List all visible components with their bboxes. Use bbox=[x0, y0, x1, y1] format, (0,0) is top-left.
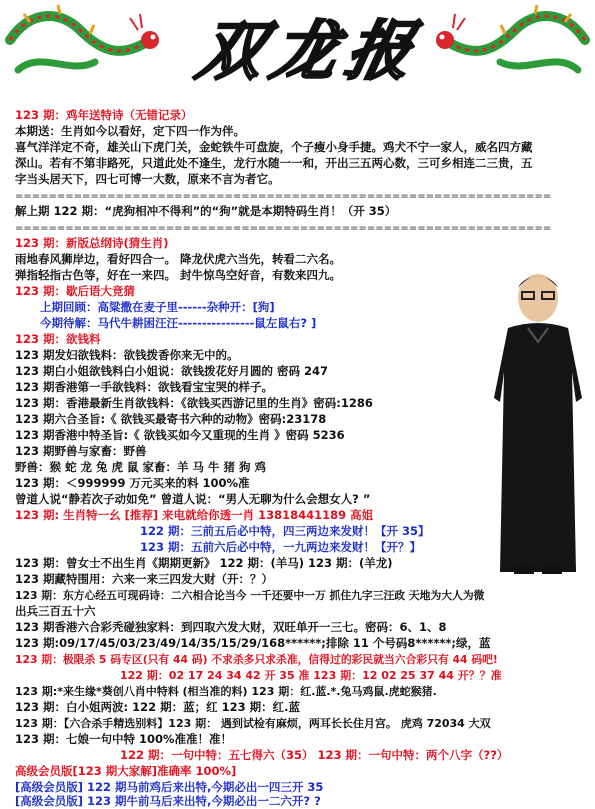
list-item: 123 期白小姐欲钱料白小姐说：欲钱拨花好月圆的 密码 247 bbox=[15, 364, 329, 378]
list-item: 出兵三百五十六 bbox=[15, 604, 96, 618]
list-item: 123 期:*来生缘*葵创八肖中特料 (相当准的料) 123 期：红.蓝.*.兔马鸡鼠.虎蛇猴猪. bbox=[15, 685, 437, 698]
list-item: 123 期：白小姐两波: 122 期：蓝；红 123 期：红.蓝 bbox=[15, 700, 300, 714]
line-section-xie: 123 期：歇后语大竞猜 bbox=[15, 284, 136, 298]
list-item: 123 期发妇欲钱料：欲钱拨香你来无中的。 bbox=[15, 348, 239, 362]
portrait-figure bbox=[484, 266, 592, 576]
list-item: 123 期香港中特圣旨:《 欲钱买如今又重现的生肖 》密码 5236 bbox=[15, 428, 345, 442]
list-item: 123 期藏特围用：六来一来三四发大财（开：？） bbox=[15, 572, 274, 586]
line-kill-zone: 123 期：极限杀 5 码专区(只有 44 码) 不求杀多只求杀准，信得过的彩民就当六合彩只有 44 码吧! bbox=[15, 653, 498, 666]
line-122-result: 122 期：三前五后必中特，四三两边来发财！【开 35】 bbox=[140, 524, 430, 538]
list-item: 野兽：猴 蛇 龙 兔 虎 鼠 家畜：羊 马 牛 猪 狗 鸡 bbox=[15, 460, 267, 474]
list-item: 123 期：＜999999 万元买来的料 100%准 bbox=[15, 476, 250, 490]
line-section-qian: 123 期：欲钱料 bbox=[15, 332, 101, 346]
masthead bbox=[0, 0, 595, 96]
line-one-sentence: 122 期：一句中特：五七得六（35） 123 期：一句中特：两个八字（??） bbox=[120, 748, 509, 762]
list-item: 123 期：香港最新生肖欲钱料：《欲钱买西游记里的生肖》密码:1286 bbox=[15, 396, 373, 410]
line-xie-review: 上期回顾：高粱撒在麦子里------杂种开：[狗] bbox=[40, 300, 275, 314]
list-item: 123 期野兽与家畜：野兽 bbox=[15, 444, 147, 458]
list-item: 曾道人说“静若次子动如免” 曾道人说：“男人无聊为什么会想女人? ” bbox=[15, 492, 371, 506]
line-gang-2: 弹指轻指古色等，好在一来四。 封牛惊鸟空好音，有数来四九。 bbox=[15, 268, 342, 282]
line-xie-today: 今期待解：马代牛耕困汪汪----------------鼠左鼠右? ] bbox=[40, 316, 317, 330]
separator: ================================================================ bbox=[15, 223, 552, 234]
line-kill-numbers: 122 期：02 17 24 34 42 开 35 准 123 期：12 02 25 37 44 开？？准 bbox=[120, 669, 502, 682]
line-poem-3: 字当头居天下，四七可博一大数，原来不言为者它。 bbox=[15, 172, 280, 186]
list-item: 123 期:09/17/45/03/23/49/14/35/15/29/168******;排除 11 个号码8******;绿，蓝 bbox=[15, 636, 491, 650]
list-item: 123 期：曾女士不出生肖《期期更新》 122 期：(羊马) 123 期：(羊龙) bbox=[15, 556, 393, 570]
line-gang-1: 雨地春风狮岸边，看好四合一。 降龙伏虎六当先，转看二六名。 bbox=[15, 252, 342, 266]
separator: ================================================================ bbox=[15, 191, 552, 202]
masthead-title: 双龙报 bbox=[191, 14, 430, 89]
line-123-result: 123 期：五前六后必中特，一九两边来发财！【开？】 bbox=[140, 540, 422, 554]
line-poem-intro: 本期送：生肖如今以看好，定下四一作为伴。 bbox=[15, 124, 245, 138]
list-item: 123 期：【六合杀手精选别料】123 期： 遇到试检有麻烦，两耳长长住月宫。 虎鸡 72034 大双 bbox=[15, 717, 491, 730]
list-item: 123 期六合圣旨:《 欲钱买最寄书六种的动物》密码:23178 bbox=[15, 412, 327, 426]
line-vip-title: 高级会员版[123 期大家解]准确率 100%] bbox=[15, 764, 237, 778]
line-hotline: 123 期: 生肖特一幺 [推荐] 来电就给你透一肖 13818441189 高姐 bbox=[15, 508, 374, 522]
list-item: 123 期：七娘一句中特 100%准准！准！ bbox=[15, 732, 233, 746]
line-poem-1: 喜气洋洋定不奇，雄关山下虎门关，金蛇铁牛可盘旋，个子瘦小身手捷。鸡犬不宁一家人，威名四方藏 bbox=[15, 140, 533, 154]
line-poem-2: 深山。若有不第非路死，只道此处不逢生，龙行水随一一和，开出三五两心数，三可乡相连二三贵，五 bbox=[15, 156, 533, 170]
line-vip-122: [高级会员版] 122 期马前鸡后来出特,今期必出一四三开 35 bbox=[15, 780, 324, 794]
line-last-answer: 解上期 122 期：“虎狗相冲不得利”的“狗”就是本期特码生肖！（开 35） bbox=[15, 204, 397, 218]
dragon-left-icon bbox=[0, 0, 160, 96]
line-section-gang: 123 期：新版总纲诗(猜生肖) bbox=[15, 236, 169, 250]
line-poem-title: 123 期：鸡年送特诗（无错记录） bbox=[15, 108, 193, 122]
list-item: 123 期香港六合彩秃碰独家料：到四取六发大财，双旺单开一三七。密码：6、1、8 bbox=[15, 620, 447, 634]
list-item: 123 期香港第一手欲钱料：欲钱看宝宝哭的样子。 bbox=[15, 380, 274, 394]
list-item: 123 期：东方心经五可现码诗：二六相合论当今 一千还要中一万 抓住九字三汪政 天地为大人为微 bbox=[15, 589, 485, 602]
line-vip-123: [高级会员版] 123 期牛前马后来出特,今期必出一二六开? ? bbox=[15, 794, 321, 808]
